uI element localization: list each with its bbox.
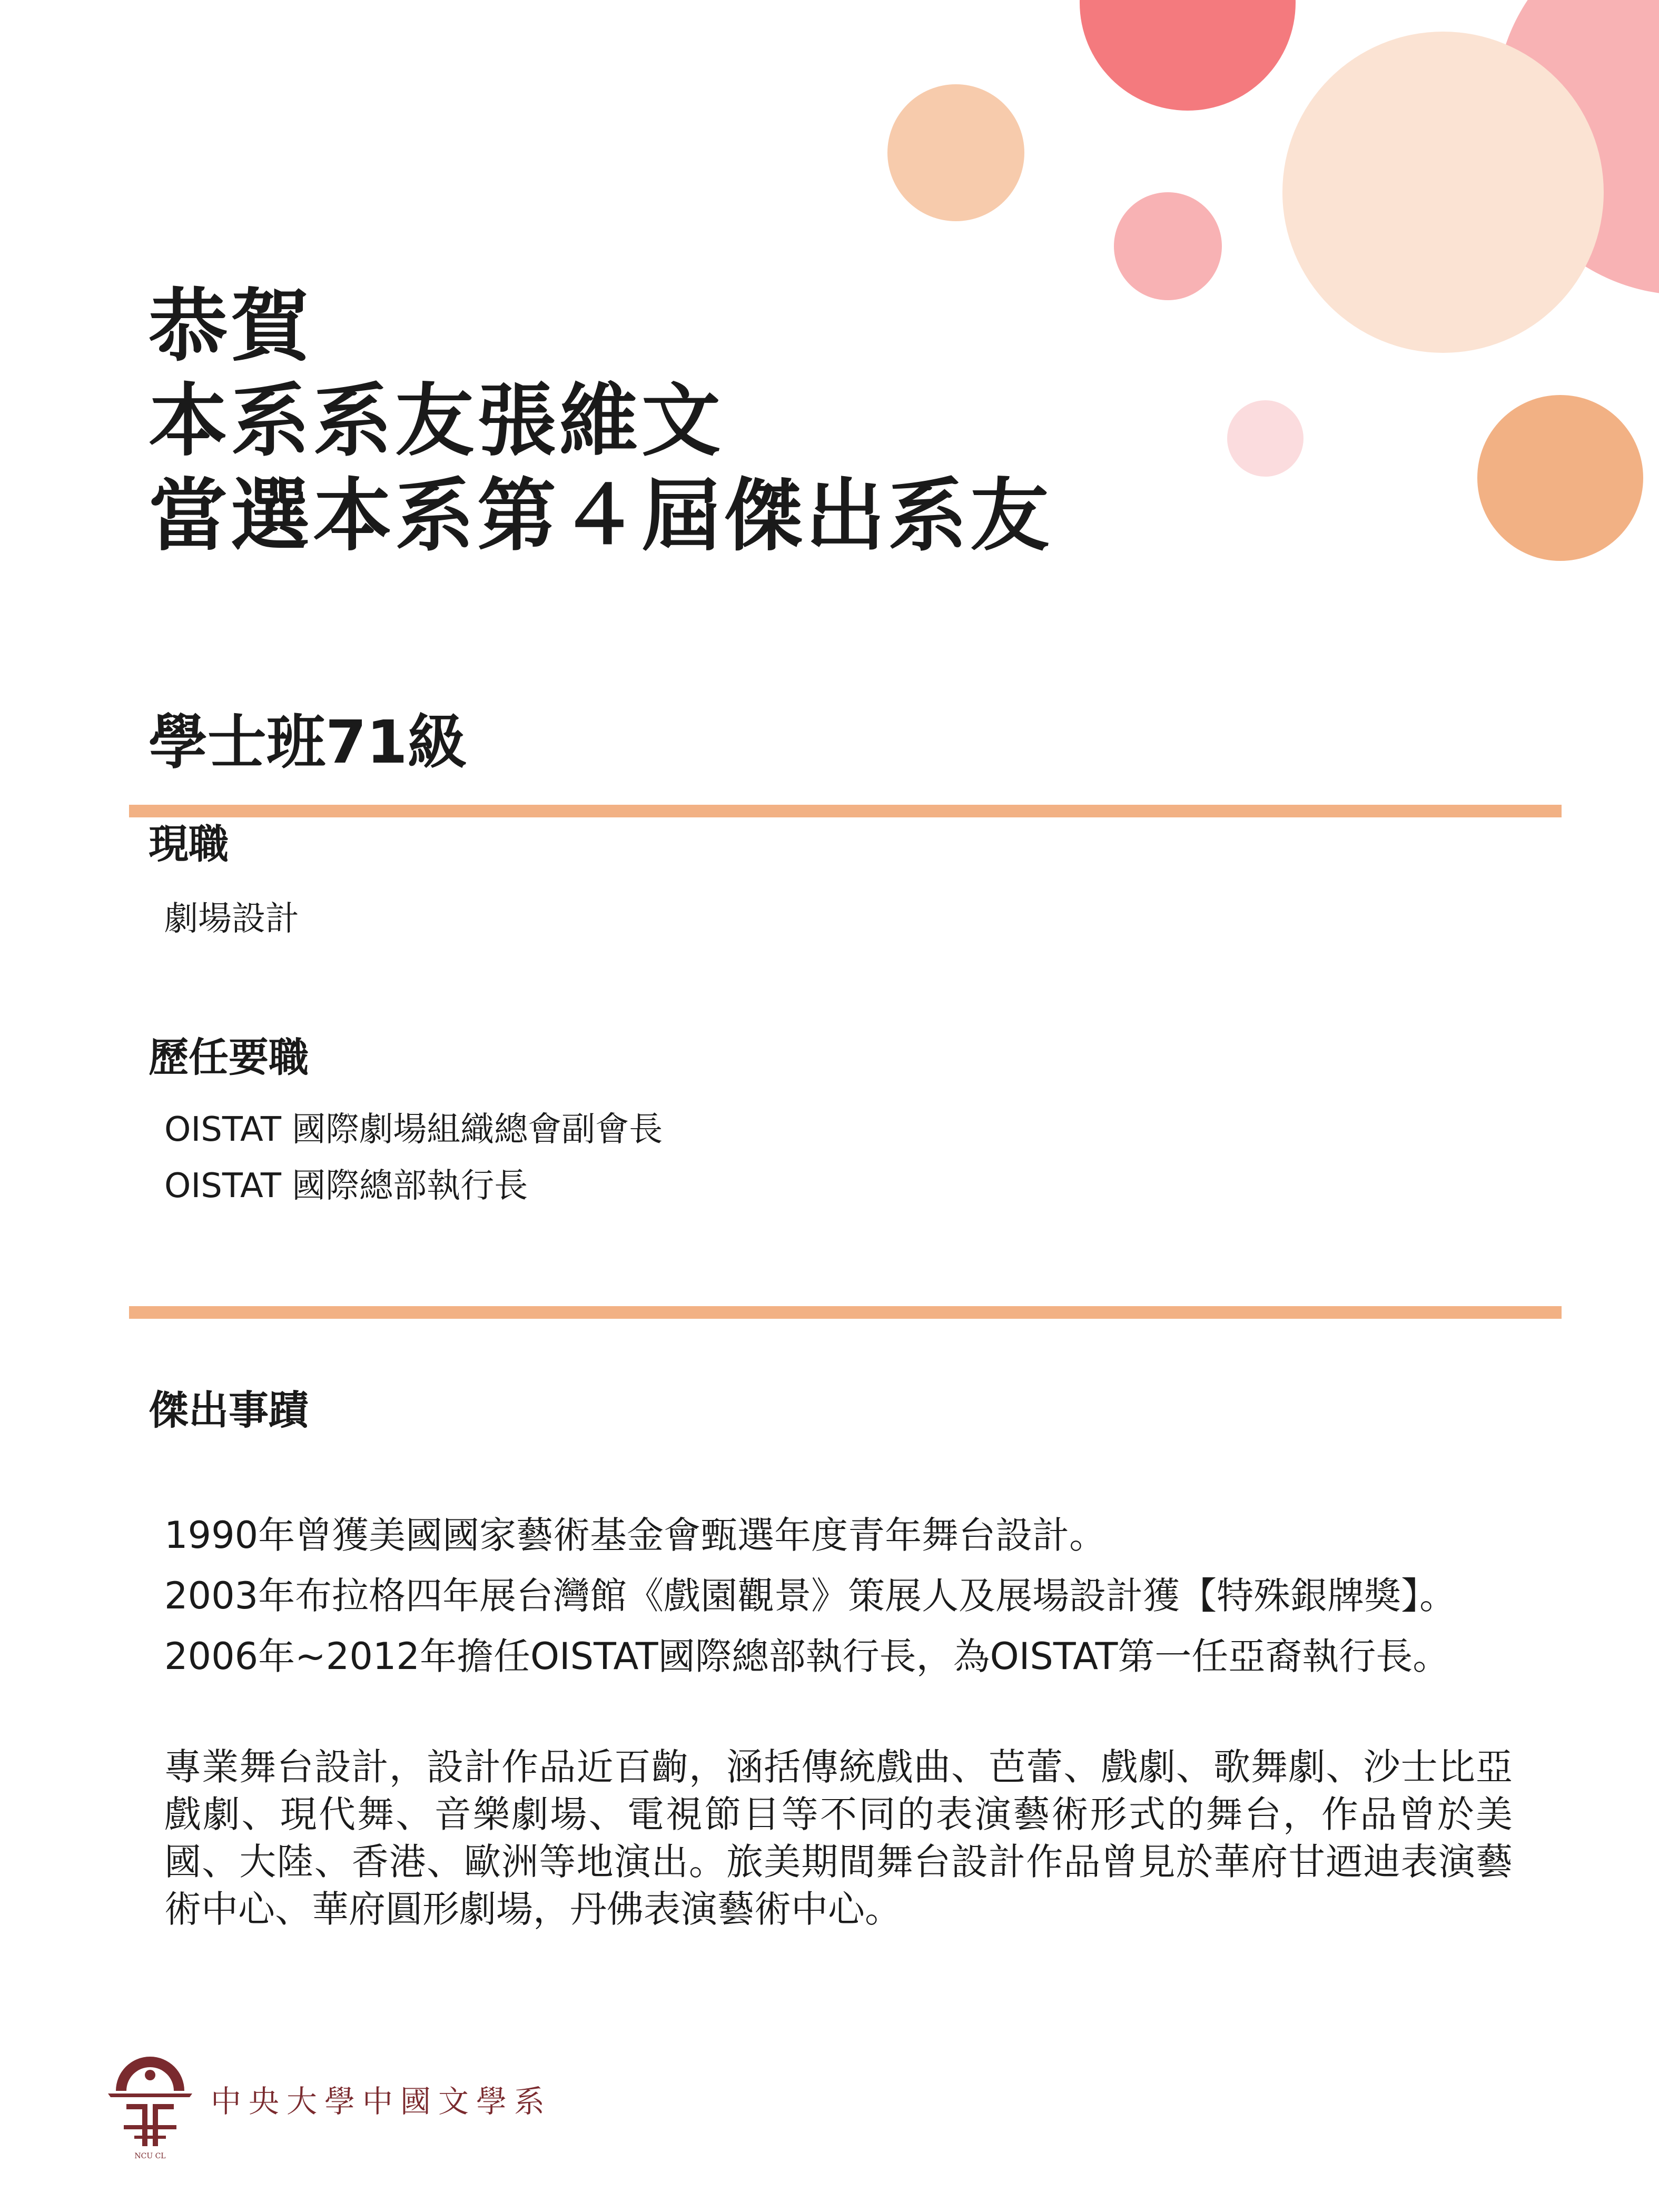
deco-circle-deep-pink — [1080, 0, 1296, 111]
deco-circle-pale-pink — [1227, 400, 1303, 477]
divider-top — [129, 805, 1562, 817]
deco-circle-orange — [1477, 395, 1643, 561]
title-line-award: 當選本系第４屆傑出系友 — [149, 470, 1053, 562]
title-line-alumnus: 本系系友張維文 — [149, 376, 724, 467]
ncu-chinese-dept-logo-icon — [105, 2054, 195, 2165]
achievement-item: 1990年曾獲美國國家藝術基金會甄選年度青年舞台設計。 — [164, 1514, 1107, 1557]
achievement-item: 2006年~2012年擔任OISTAT國際總部執行長，為OISTAT第一任亞裔執行長。 — [164, 1635, 1450, 1678]
deco-circle-cream — [1282, 32, 1604, 353]
svg-text:NCU CL: NCU CL — [134, 2152, 166, 2160]
page-title — [149, 279, 1052, 564]
past-positions-heading: 歷任要職 — [149, 1034, 309, 1081]
current-position-item: 劇場設計 — [164, 900, 299, 939]
past-position-item: OISTAT 國際總部執行長 — [164, 1167, 528, 1206]
current-position-heading: 現職 — [149, 821, 229, 867]
class-label: 學士班71級 — [149, 708, 467, 777]
title-line-congrats: 恭賀 — [149, 281, 313, 372]
achievements-paragraph: 專業舞台設計，設計作品近百齣，涵括傳統戲曲、芭蕾、戲劇、歌舞劇、沙士比亞戲劇、現代舞、音樂劇場、電視節目等不同的表演藝術形式的舞台，作品曾於美國、大陸、香港、歐洲等地演出。旅美期間舞台設計作品曾見於華府甘迺迪表演藝術中心、華府圓形劇場，丹佛表演藝術中心。 — [164, 1745, 1513, 1931]
achievement-item: 2003年布拉格四年展台灣館《戲園觀景》策展人及展場設計獲【特殊銀牌獎】。 — [164, 1574, 1457, 1617]
deco-circle-pink-small — [1114, 192, 1222, 300]
achievements-heading: 傑出事蹟 — [149, 1387, 309, 1434]
deco-circle-peach — [887, 84, 1024, 221]
past-position-item: OISTAT 國際劇場組織總會副會長 — [164, 1110, 663, 1149]
divider-middle — [129, 1306, 1562, 1319]
department-name: 中央大學中國文學系 — [211, 2083, 552, 2119]
